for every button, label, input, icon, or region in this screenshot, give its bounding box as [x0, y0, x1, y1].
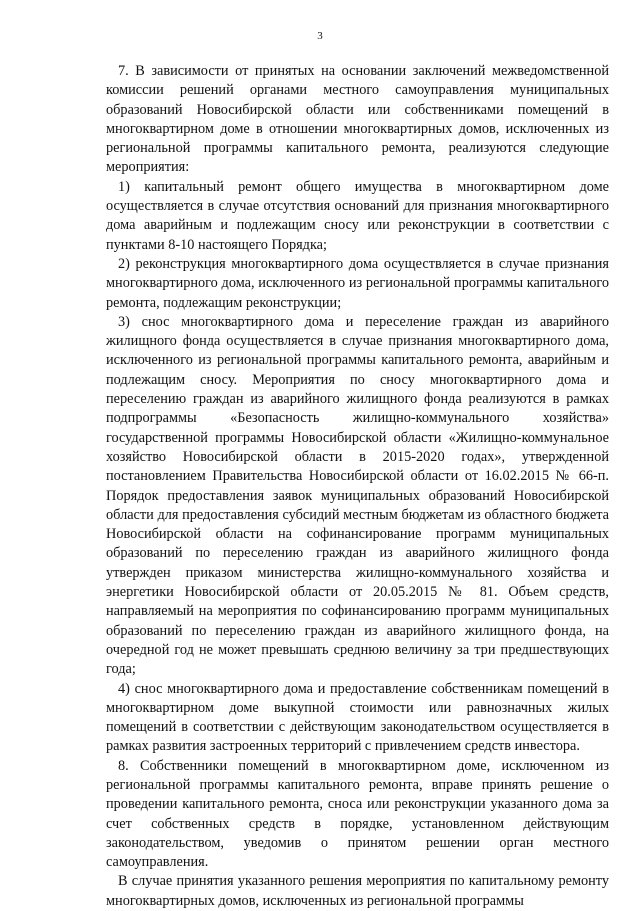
paragraph-item-8: 8. Собственники помещений в многоквартирном доме, исключенном из региональной программы капитального ремонта, вправе принять решение о проведении капитального ремонта, сноса или реконструкции указанного дома за счет собственных средств в порядке, установленном действующим законодательством, уведомив о принятом решении орган местного самоуправления.	[106, 757, 609, 871]
paragraph-subitem-2: 2) реконструкция многоквартирного дома осуществляется в случае признания многоквартирного дома, исключенного из региональной программы капитального ремонта, подлежащим реконструкции;	[106, 255, 609, 311]
paragraph-item-7: 7. В зависимости от принятых на основании заключений межведомственной комиссии решений органами местного самоуправления муниципальных образований Новосибирской области или собственниками помещений в многоквартирном доме в отношении многоквартирных домов, исключенных из региональной программы капитального ремонта, реализуются следующие мероприятия:	[106, 63, 609, 176]
paragraph-subitem-4: 4) снос многоквартирного дома и предоставление собственникам помещений в многоквартирном доме выкупной стоимости или равнозначных жилых помещений в соответствии с действующим законодательством осуществляется в рамках развития застроенных территорий с привлечением средств инвестора.	[106, 680, 609, 755]
document-body	[106, 62, 609, 911]
paragraph-subitem-1: 1) капитальный ремонт общего имущества в многоквартирном доме осуществляется в случае отсутствия оснований для признания многоквартирного дома аварийным и подлежащим сносу или реконструкции в соответствии с пунктами 8-10 настоящего Порядка;	[106, 178, 609, 253]
paragraph-subitem-3: 3) снос многоквартирного дома и переселение граждан из аварийного жилищного фонда осуществляется в случае признания многоквартирного дома, исключенного из региональной программы капитального ремонта, аварийным и подлежащим сносу. Мероприятия по сносу многоквартирного дома и переселению граждан из аварийного жилищного фонда реализуются в рамках подпрограммы «Безопасность жилищно-коммунального хозяйства» государственной программы Новосибирской области «Жилищно-коммунальное хозяйство Новосибирской области в 2015-2020 годах», утвержденной постановлением Правительства Новосибирской области от 16.02.2015 № 66-п. Порядок предоставления заявок муниципальных образований Новосибирской области для предоставления субсидий местным бюджетам из областного бюджета Новосибирской области на софинансирование программ муниципальных образований по переселению граждан из аварийного жилищного фонда утвержден приказом министерства жилищно-коммунального хозяйства и энергетики Новосибирской области от 20.05.2015 № 81. Объем средств, направляемый на мероприятия по софинансированию программ муниципальных образований по переселению граждан из аварийного жилищного фонда, на очередной год не может превышать среднюю величину за три предшествующих года;	[106, 313, 609, 678]
paragraph-continuation: В случае принятия указанного решения мероприятия по капитальному ремонту многоквартирных домов, исключенных из региональной программы	[106, 873, 609, 909]
page-number: 3	[317, 30, 323, 42]
